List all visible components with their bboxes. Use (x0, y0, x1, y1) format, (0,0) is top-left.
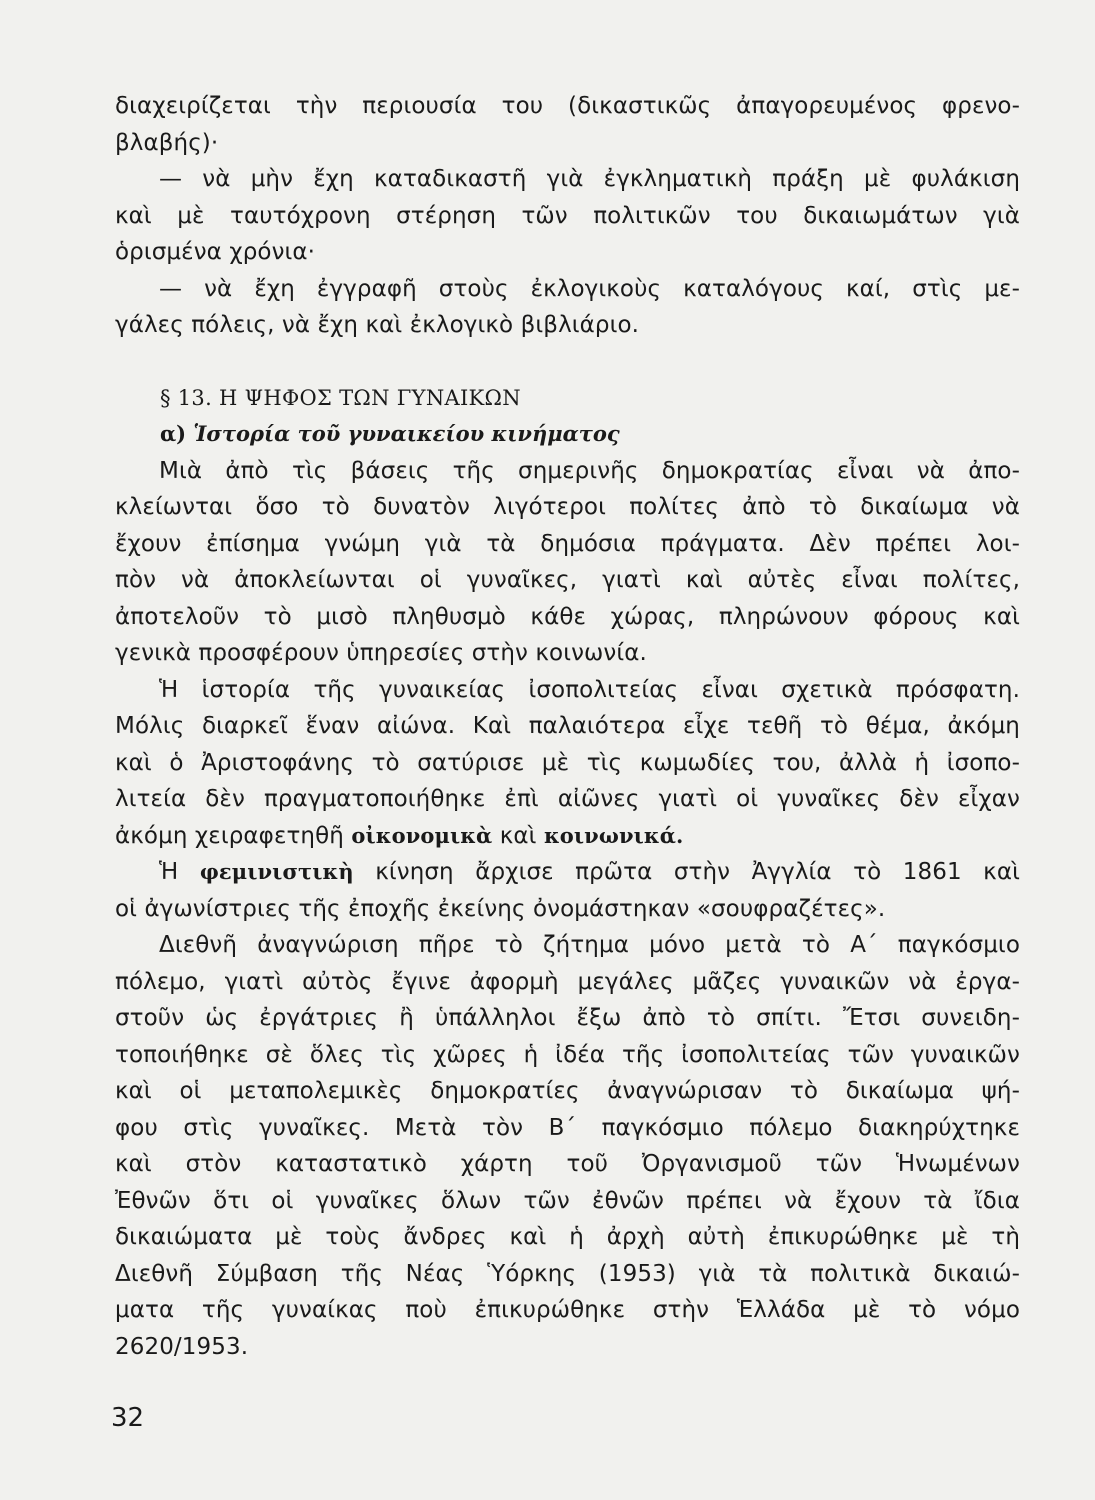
paragraph-line (115, 818, 1020, 855)
paragraph-line: ἔχουν ἐπίσημα γνώμη γιὰ τὰ δημόσια πράγματα. Δὲν πρέπει λοι- (115, 530, 1020, 557)
subsection-title: Ἱστορία τοῦ γυναικείου κινήματος (193, 421, 620, 446)
text-line: ὁρισμένα χρόνια· (115, 239, 316, 265)
paragraph-line: Μόλις διαρκεῖ ἕναν αἰώνα. Καὶ παλαιότερα εἶχε τεθῆ τὸ θέμα, ἀκόμη (115, 713, 1020, 739)
paragraph-line: δικαιώματα μὲ τοὺς ἄνδρες καὶ ἡ ἀρχὴ αὐτὴ ἐπικυρώθηκε μὲ τὴ (115, 1224, 1020, 1250)
paragraph-line: φου στὶς γυναῖκες. Μετὰ τὸν Β΄ παγκόσμιο πόλεμο διακηρύχτηκε (115, 1114, 1020, 1141)
paragraph-line: Διεθνῆ ἀναγνώριση πῆρε τὸ ζήτημα μόνο μετὰ τὸ Α΄ παγκόσμιο (159, 932, 1020, 958)
paragraph-line: Ἐθνῶν ὅτι οἱ γυναῖκες ὅλων τῶν ἐθνῶν πρέπει νὰ ἔχουν τὰ ἴδια (115, 1187, 1020, 1214)
text-line: βλαβής)· (115, 129, 219, 156)
text-run: Ἡ (159, 859, 179, 885)
bold-term: φεμινιστικὴ (199, 859, 354, 884)
list-item: — νὰ ἔχη ἐγγραφῆ στοὺς ἐκλογικοὺς καταλόγους καί, στὶς με- (159, 275, 1020, 302)
paragraph-line: τοποιήθηκε σὲ ὅλες τὶς χῶρες ἡ ἰδέα τῆς ἰσοπολιτείας τῶν γυναικῶν (115, 1041, 1020, 1068)
text-run: ἀκόμη χειραφετηθῆ (115, 822, 344, 849)
text-run: καὶ (499, 822, 537, 849)
paragraph-line: γενικὰ προσφέρουν ὑπηρεσίες στὴν κοινωνία. (115, 640, 647, 666)
bold-term: οἰκονομικὰ (351, 822, 493, 848)
paragraph-line: ματα τῆς γυναίκας ποὺ ἐπικυρώθηκε στὴν Ἑλλάδα μὲ τὸ νόμο (115, 1297, 1020, 1323)
text-line: διαχειρίζεται τὴν περιουσία του (δικαστικῶς ἀπαγορευμένος φρενο- (115, 93, 1020, 119)
paragraph-line: καὶ στὸν καταστατικὸ χάρτη τοῦ Ὀργανισμοῦ τῶν Ἡνωμένων (115, 1151, 1020, 1177)
paragraph-line: λιτεία δὲν πραγματοποιήθηκε ἐπὶ αἰῶνες γιατὶ οἱ γυναῖκες δὲν εἶχαν (115, 786, 1020, 812)
page-number: 32 (111, 1403, 145, 1433)
text-line: καὶ μὲ ταυτόχρονη στέρηση τῶν πολιτικῶν του δικαιωμάτων γιὰ (115, 202, 1020, 229)
section-heading: § 13. Η ΨΗΦΟΣ ΤΩΝ ΓΥΝΑΙΚΩΝ (160, 385, 521, 410)
subsection-heading (115, 416, 1020, 453)
paragraph-line: Ἡ ἱστορία τῆς γυναικείας ἰσοπολιτείας εἶναι σχετικὰ πρόσφατη. (159, 676, 1020, 703)
page-body (115, 88, 1020, 1365)
paragraph-line: 2620/1953. (115, 1333, 249, 1360)
text-run: κίνηση ἄρχισε πρῶτα στὴν Ἀγγλία τὸ 1861 καὶ (375, 859, 1020, 885)
paragraph-line: πόλεμο, γιατὶ αὐτὸς ἔγινε ἀφορμὴ μεγάλες μᾶζες γυναικῶν νὰ ἐργα- (115, 968, 1020, 995)
paragraph-line: Μιὰ ἀπὸ τὶς βάσεις τῆς σημερινῆς δημοκρατίας εἶναι νὰ ἀπο- (159, 457, 1020, 484)
list-item: — νὰ μὴν ἔχη καταδικαστῆ γιὰ ἐγκληματικὴ πράξη μὲ φυλάκιση (159, 166, 1020, 192)
paragraph-line: καὶ ὁ Ἀριστοφάνης τὸ σατύρισε μὲ τὶς κωμωδίες του, ἀλλὰ ἡ ἰσοπο- (115, 749, 1020, 776)
paragraph-line: στοῦν ὡς ἐργάτριες ἢ ὑπάλληλοι ἔξω ἀπὸ τὸ σπίτι. Ἔτσι συνειδη- (115, 1005, 1020, 1031)
text-line: γάλες πόλεις, νὰ ἔχη καὶ ἐκλογικὸ βιβλιάριο. (115, 312, 640, 338)
paragraph-line: ἀποτελοῦν τὸ μισὸ πληθυσμὸ κάθε χώρας, πληρώνουν φόρους καὶ (115, 603, 1020, 630)
paragraph-line (115, 854, 1020, 891)
paragraph-line: κλείωνται ὅσο τὸ δυνατὸν λιγότεροι πολίτες ἀπὸ τὸ δικαίωμα νὰ (115, 494, 1020, 520)
paragraph-line: πὸν νὰ ἀποκλείωνται οἱ γυναῖκες, γιατὶ καὶ αὐτὲς εἶναι πολίτες, (115, 567, 1020, 593)
paragraph-line: οἱ ἀγωνίστριες τῆς ἐποχῆς ἐκείνης ὀνομάστηκαν «σουφραζέτες». (115, 895, 886, 922)
subsection-label: α) (160, 421, 187, 446)
paragraph-line: καὶ οἱ μεταπολεμικὲς δημοκρατίες ἀναγνώρισαν τὸ δικαίωμα ψή- (115, 1078, 1020, 1104)
paragraph-line: Διεθνῆ Σύμβαση τῆς Νέας Ὑόρκης (1953) γιὰ τὰ πολιτικὰ δικαιώ- (115, 1260, 1020, 1287)
bold-term: κοινωνικά. (543, 822, 684, 848)
